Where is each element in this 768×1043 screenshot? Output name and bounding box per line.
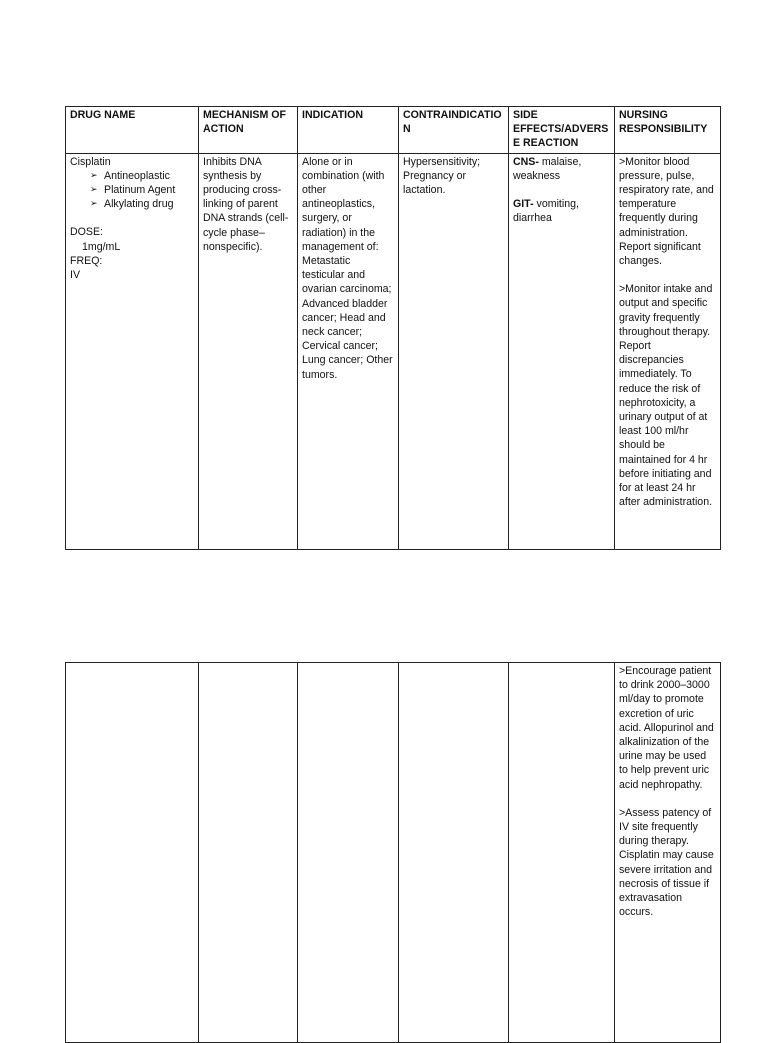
dose-value: 1mg/mL	[82, 240, 121, 253]
git-effects	[513, 197, 610, 225]
freq-label: FREQ:	[70, 254, 103, 267]
nursing-item: >Monitor blood pressure, pulse, respiratory rate, and temperature frequently during administration. Report significant changes.	[619, 155, 714, 268]
route-value: IV	[70, 269, 81, 282]
contraindication-cell: Hypersensitivity; Pregnancy or lactation.	[399, 153, 509, 549]
cns-text: malaise, weakness	[513, 155, 582, 182]
header-mechanism: MECHANISM OF ACTION	[199, 107, 298, 154]
dose-label: DOSE:	[70, 226, 103, 239]
nursing-item: >Assess patency of IV site frequently during therapy. Cisplatin may cause severe irritation and necrosis of tissue if extravasation occurs.	[619, 806, 714, 919]
drug-study-table-2	[65, 662, 721, 1043]
indication-cell	[298, 663, 399, 1043]
indication-cell: Alone or in combination (with other antineoplastics, surgery, or radiation) in the management of: Metastatic testicular and ovarian carcinoma; Advanced bladder cancer; Head and neck cancer; Cervical cancer; Lung cancer; Other tumors.	[298, 153, 399, 549]
contraindication-cell	[399, 663, 509, 1043]
cns-effects	[513, 155, 610, 183]
header-drug-name: DRUG NAME	[66, 107, 199, 154]
drug-name-cell	[66, 663, 199, 1043]
nursing-cell	[615, 153, 721, 549]
drug-name: Cisplatin	[70, 155, 111, 168]
side-effects-cell	[509, 153, 615, 549]
list-item: ➢ Alkylating drug	[90, 197, 194, 211]
git-text: vomiting, diarrhea	[513, 198, 579, 225]
drug-study-table-1	[65, 106, 721, 550]
cns-label: CNS-	[513, 155, 539, 168]
nursing-cell	[615, 663, 721, 1043]
drug-class-list	[70, 169, 194, 212]
header-side-effects: SIDE EFFECTS/ADVERSE REACTION	[509, 107, 615, 154]
list-item: ➢ Platinum Agent	[90, 183, 194, 197]
drug-name-cell	[66, 153, 199, 549]
list-item: ➢ Antineoplastic	[90, 169, 194, 183]
header-nursing: NURSING RESPONSIBILITY	[615, 107, 721, 154]
mechanism-cell: Inhibits DNA synthesis by producing cross-linking of parent DNA strands (cell-cycle phase–nonspecific).	[199, 153, 298, 549]
table-row	[66, 153, 721, 549]
nursing-item: >Encourage patient to drink 2000–3000 ml/day to promote excretion of uric acid. Allopurinol and alkalinization of the urine may be used to help prevent uric acid nephropathy.	[619, 665, 714, 791]
header-row	[66, 107, 721, 154]
nursing-item: >Monitor intake and output and specific gravity frequently throughout therapy. Report discrepancies immediately. To reduce the risk of nephrotoxicity, a urinary output of at least 100 ml/hr should be maintained for 4 hr before initiating and for at least 24 hr after administration.	[619, 283, 713, 509]
header-contraindication: CONTRAINDICATION	[399, 107, 509, 154]
side-effects-cell	[509, 663, 615, 1043]
table-row	[66, 663, 721, 1043]
header-indication: INDICATION	[298, 107, 399, 154]
mechanism-cell	[199, 663, 298, 1043]
git-label: GIT-	[513, 198, 534, 211]
